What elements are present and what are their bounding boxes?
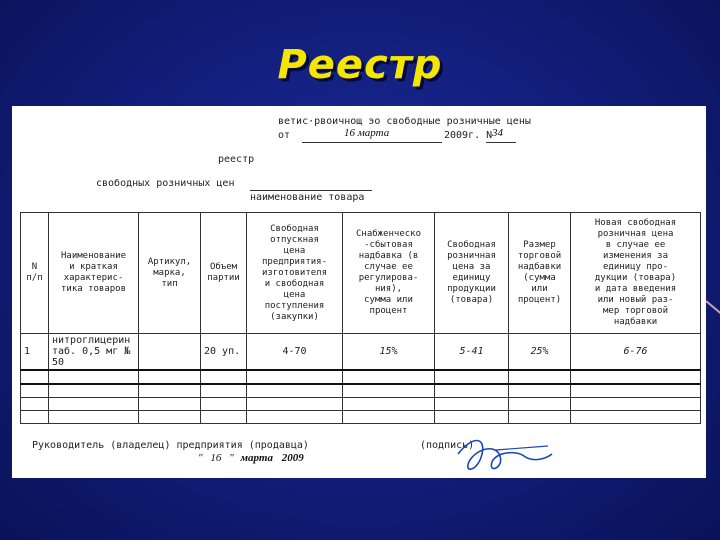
cell-new-price: 6-76 — [571, 334, 701, 371]
empty-row — [21, 411, 701, 424]
header-wholesale-price: Свободная отпускная цена предприятия- изготовителя и свободная цена поступления (закупки) — [247, 213, 343, 334]
date-underline — [302, 142, 442, 143]
header-number: N п/п — [21, 213, 49, 334]
cell-price: 4-70 — [247, 334, 343, 371]
header-article: Артикул, марка, тип — [139, 213, 201, 334]
empty-row — [21, 370, 701, 384]
doc-date: 16 марта — [344, 127, 390, 139]
footer-date: " 16 " марта 2009 — [198, 452, 304, 464]
empty-row — [21, 384, 701, 398]
doc-year: 2009г. N — [444, 130, 493, 141]
footer-signature-label: (подпись) — [420, 440, 475, 451]
header-retail-price: Свободная розничная цена за единицу продукции (товара) — [435, 213, 509, 334]
header-trade-markup: Размер торговой надбавки (сумма или процент) — [509, 213, 571, 334]
header-name: Наименование и краткая характерис- тика товаров — [49, 213, 139, 334]
table-row — [21, 334, 701, 371]
cell-trade-markup: 25% — [509, 334, 571, 371]
cell-markup: 15% — [343, 334, 435, 371]
header-supply-markup: Снабженческо -сбытовая надбавка (в случае ее регулирова- ния), сумма или процент — [343, 213, 435, 334]
doc-subtitle-prefix: свободных розничных цен — [96, 178, 235, 189]
doc-header-from: от — [278, 130, 291, 141]
doc-reestr-word: реестр — [218, 154, 255, 165]
slide-title: Реестр — [277, 42, 443, 88]
empty-row — [21, 398, 701, 411]
registry-document — [12, 106, 706, 478]
cell-number: 1 — [21, 334, 49, 371]
subtitle-underline — [250, 190, 372, 191]
number-underline — [486, 142, 516, 143]
footer-head-label: Руководитель (владелец) предприятия (продавца) — [32, 440, 309, 451]
header-new-price: Новая свободная розничная цена в случае ее изменения за единицу про- дукции (товара) и дата введения или новый раз- мер торговой надбавки — [571, 213, 701, 334]
table-header-row — [21, 213, 701, 334]
cell-name: нитроглицерин таб. 0,5 мг № 50 — [49, 334, 139, 371]
cell-retail: 5-41 — [435, 334, 509, 371]
signature-image — [452, 432, 572, 476]
registry-table — [20, 212, 701, 424]
doc-subtitle-caption: наименование товара — [250, 192, 365, 203]
header-volume: Объем партии — [201, 213, 247, 334]
decorative-line — [705, 300, 720, 321]
cell-article — [139, 334, 201, 371]
doc-number: 34 — [492, 127, 503, 139]
doc-header-line1: ветис·рвоичнощ эо свободные розничные цены — [278, 116, 531, 127]
cell-volume: 20 уп. — [201, 334, 247, 371]
